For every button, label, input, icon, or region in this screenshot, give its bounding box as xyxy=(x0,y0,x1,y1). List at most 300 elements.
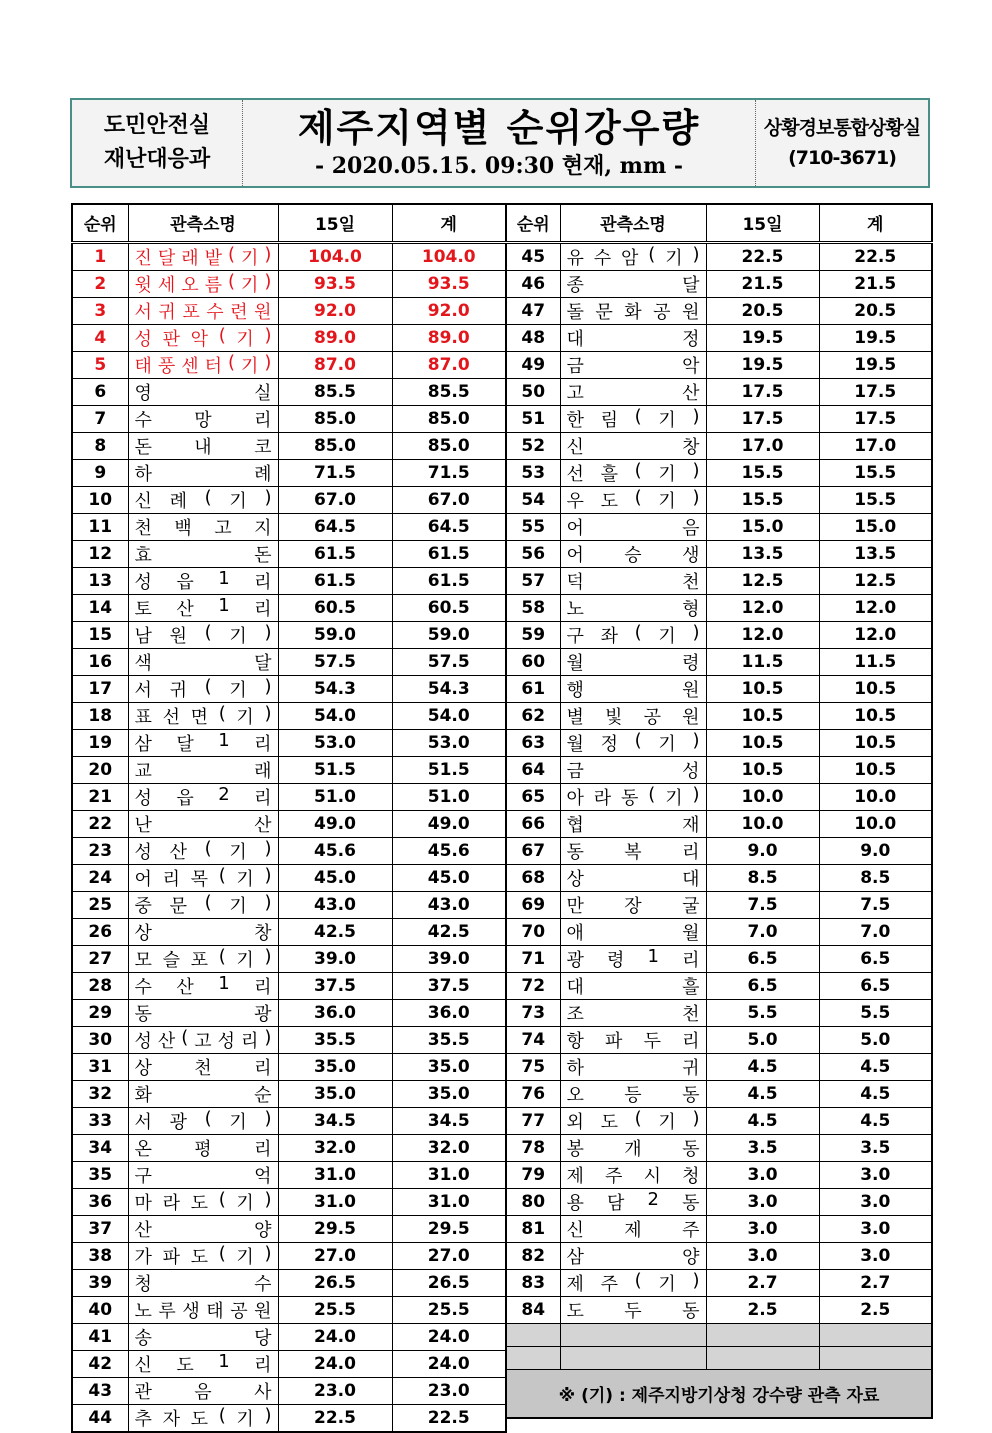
contact-phone: (710-3671) xyxy=(788,147,896,169)
day-rainfall-cell: 54.0 xyxy=(278,702,392,729)
station-name-cell: 신 제 주 xyxy=(560,1215,706,1242)
day-rainfall-cell: 7.5 xyxy=(706,891,819,918)
rank-cell: 7 xyxy=(72,405,128,432)
day-rainfall-cell: 43.0 xyxy=(278,891,392,918)
rank-cell: 84 xyxy=(506,1296,560,1323)
station-name-cell: 구 좌 ( 기 ) xyxy=(560,621,706,648)
table-row xyxy=(72,1215,506,1242)
station-name-cell: 동 복 리 xyxy=(560,837,706,864)
table-row xyxy=(72,864,506,891)
total-rainfall-cell: 42.5 xyxy=(392,918,506,945)
total-rainfall-cell: 85.0 xyxy=(392,432,506,459)
day-rainfall-cell: 22.5 xyxy=(706,242,819,270)
total-rainfall-cell: 12.5 xyxy=(819,567,932,594)
day-rainfall-cell: 21.5 xyxy=(706,270,819,297)
rank-cell: 51 xyxy=(506,405,560,432)
rank-cell: 78 xyxy=(506,1134,560,1161)
rank-cell: 6 xyxy=(72,378,128,405)
station-name-cell: 동 광 xyxy=(128,999,278,1026)
rank-cell: 9 xyxy=(72,459,128,486)
total-rainfall-cell: 92.0 xyxy=(392,297,506,324)
empty-cell xyxy=(560,1346,706,1369)
day-rainfall-cell: 15.5 xyxy=(706,459,819,486)
rank-cell: 57 xyxy=(506,567,560,594)
total-rainfall-cell: 31.0 xyxy=(392,1161,506,1188)
day-rainfall-cell: 12.5 xyxy=(706,567,819,594)
total-rainfall-cell: 32.0 xyxy=(392,1134,506,1161)
station-name-cell: 서 귀 포 수 련 원 xyxy=(128,297,278,324)
day-rainfall-cell: 4.5 xyxy=(706,1080,819,1107)
day-rainfall-cell: 25.5 xyxy=(278,1296,392,1323)
rank-cell: 41 xyxy=(72,1323,128,1350)
station-name-cell: 윗 세 오 름 ( 기 ) xyxy=(128,270,278,297)
day-rainfall-cell: 59.0 xyxy=(278,621,392,648)
table-row xyxy=(72,432,506,459)
rank-cell: 55 xyxy=(506,513,560,540)
rank-cell: 4 xyxy=(72,324,128,351)
day-rainfall-cell: 36.0 xyxy=(278,999,392,1026)
col-station-header: 관측소명 xyxy=(128,204,278,242)
station-name-cell: 어 승 생 xyxy=(560,540,706,567)
rank-cell: 82 xyxy=(506,1242,560,1269)
station-name-cell: 성 산 ( 고 성 리 ) xyxy=(128,1026,278,1053)
rank-cell: 44 xyxy=(72,1404,128,1432)
table-row xyxy=(72,270,506,297)
total-rainfall-cell: 4.5 xyxy=(819,1107,932,1134)
table-row xyxy=(72,918,506,945)
station-name-cell: 금 성 xyxy=(560,756,706,783)
table-row xyxy=(506,270,932,297)
rank-cell: 65 xyxy=(506,783,560,810)
total-rainfall-cell: 4.5 xyxy=(819,1053,932,1080)
station-name-cell: 행 원 xyxy=(560,675,706,702)
rank-cell: 23 xyxy=(72,837,128,864)
station-name-cell: 대 흘 xyxy=(560,972,706,999)
rank-cell: 16 xyxy=(72,648,128,675)
total-rainfall-cell: 7.5 xyxy=(819,891,932,918)
table-row xyxy=(506,648,932,675)
total-rainfall-cell: 93.5 xyxy=(392,270,506,297)
rank-cell: 28 xyxy=(72,972,128,999)
table-row xyxy=(506,459,932,486)
day-rainfall-cell: 27.0 xyxy=(278,1242,392,1269)
station-name-cell: 영 실 xyxy=(128,378,278,405)
rank-cell: 13 xyxy=(72,567,128,594)
station-name-cell: 삼 양 xyxy=(560,1242,706,1269)
station-name-cell: 상 대 xyxy=(560,864,706,891)
table-row xyxy=(72,594,506,621)
day-rainfall-cell: 26.5 xyxy=(278,1269,392,1296)
table-row xyxy=(72,1377,506,1404)
table-row xyxy=(72,378,506,405)
day-rainfall-cell: 11.5 xyxy=(706,648,819,675)
contact-office: 상황경보통합상황실 xyxy=(763,117,921,139)
total-rainfall-cell: 51.0 xyxy=(392,783,506,810)
col-rank-header: 순위 xyxy=(506,204,560,242)
station-name-cell: 청 수 xyxy=(128,1269,278,1296)
station-name-cell: 도 두 동 xyxy=(560,1296,706,1323)
table-row xyxy=(72,405,506,432)
total-rainfall-cell: 60.5 xyxy=(392,594,506,621)
total-rainfall-cell: 57.5 xyxy=(392,648,506,675)
station-name-cell: 색 달 xyxy=(128,648,278,675)
station-name-cell: 천 백 고 지 xyxy=(128,513,278,540)
total-rainfall-cell: 3.5 xyxy=(819,1134,932,1161)
rank-cell: 32 xyxy=(72,1080,128,1107)
rank-cell: 80 xyxy=(506,1188,560,1215)
rank-cell: 36 xyxy=(72,1188,128,1215)
rainfall-table-right xyxy=(505,203,933,1419)
day-rainfall-cell: 15.0 xyxy=(706,513,819,540)
station-name-cell: 서 귀 ( 기 ) xyxy=(128,675,278,702)
col-total-header: 계 xyxy=(819,204,932,242)
rank-cell: 30 xyxy=(72,1026,128,1053)
day-rainfall-cell: 35.0 xyxy=(278,1080,392,1107)
empty-cell xyxy=(819,1323,932,1346)
day-rainfall-cell: 5.0 xyxy=(706,1026,819,1053)
station-name-cell: 진 달 래 밭 ( 기 ) xyxy=(128,242,278,270)
station-name-cell: 외 도 ( 기 ) xyxy=(560,1107,706,1134)
rank-cell: 39 xyxy=(72,1269,128,1296)
station-name-cell: 어 음 xyxy=(560,513,706,540)
station-name-cell: 하 귀 xyxy=(560,1053,706,1080)
day-rainfall-cell: 10.5 xyxy=(706,702,819,729)
station-name-cell: 월 령 xyxy=(560,648,706,675)
source-note: ※ (기) : 제주지방기상청 강수량 관측 자료 xyxy=(506,1370,932,1418)
day-rainfall-cell: 49.0 xyxy=(278,810,392,837)
station-name-cell: 산 양 xyxy=(128,1215,278,1242)
rank-cell: 83 xyxy=(506,1269,560,1296)
day-rainfall-cell: 35.5 xyxy=(278,1026,392,1053)
page-title: 제주지역별 순위강우량 xyxy=(297,106,701,150)
empty-cell xyxy=(506,1323,560,1346)
total-rainfall-cell: 24.0 xyxy=(392,1350,506,1377)
total-rainfall-cell: 29.5 xyxy=(392,1215,506,1242)
empty-cell xyxy=(819,1346,932,1369)
total-rainfall-cell: 64.5 xyxy=(392,513,506,540)
table-row xyxy=(72,486,506,513)
day-rainfall-cell: 31.0 xyxy=(278,1188,392,1215)
day-rainfall-cell: 60.5 xyxy=(278,594,392,621)
total-rainfall-cell: 35.5 xyxy=(392,1026,506,1053)
day-rainfall-cell: 29.5 xyxy=(278,1215,392,1242)
rank-cell: 63 xyxy=(506,729,560,756)
station-name-cell: 돌 문 화 공 원 xyxy=(560,297,706,324)
table-row xyxy=(72,783,506,810)
day-rainfall-cell: 34.5 xyxy=(278,1107,392,1134)
total-rainfall-cell: 89.0 xyxy=(392,324,506,351)
total-rainfall-cell: 23.0 xyxy=(392,1377,506,1404)
total-rainfall-cell: 34.5 xyxy=(392,1107,506,1134)
table-row xyxy=(506,351,932,378)
table-row xyxy=(506,1080,932,1107)
day-rainfall-cell: 93.5 xyxy=(278,270,392,297)
day-rainfall-cell: 6.5 xyxy=(706,972,819,999)
table-row xyxy=(72,972,506,999)
day-rainfall-cell: 19.5 xyxy=(706,351,819,378)
station-name-cell: 송 당 xyxy=(128,1323,278,1350)
table-row xyxy=(506,513,932,540)
rank-cell: 33 xyxy=(72,1107,128,1134)
col-total-header: 계 xyxy=(392,204,506,242)
day-rainfall-cell: 87.0 xyxy=(278,351,392,378)
station-name-cell: 신 도 1 리 xyxy=(128,1350,278,1377)
table-row xyxy=(72,1269,506,1296)
total-rainfall-cell: 13.5 xyxy=(819,540,932,567)
total-rainfall-cell: 17.5 xyxy=(819,378,932,405)
total-rainfall-cell: 35.0 xyxy=(392,1080,506,1107)
day-rainfall-cell: 61.5 xyxy=(278,540,392,567)
rank-cell: 74 xyxy=(506,1026,560,1053)
rank-cell: 61 xyxy=(506,675,560,702)
station-name-cell: 대 정 xyxy=(560,324,706,351)
table-row xyxy=(72,648,506,675)
empty-cell xyxy=(706,1346,819,1369)
rank-cell: 68 xyxy=(506,864,560,891)
total-rainfall-cell: 8.5 xyxy=(819,864,932,891)
total-rainfall-cell: 67.0 xyxy=(392,486,506,513)
table-row xyxy=(72,1161,506,1188)
day-rainfall-cell: 64.5 xyxy=(278,513,392,540)
day-rainfall-cell: 10.5 xyxy=(706,729,819,756)
station-name-cell: 중 문 ( 기 ) xyxy=(128,891,278,918)
day-rainfall-cell: 12.0 xyxy=(706,621,819,648)
table-row xyxy=(506,567,932,594)
day-rainfall-cell: 39.0 xyxy=(278,945,392,972)
total-rainfall-cell: 10.5 xyxy=(819,675,932,702)
table-row xyxy=(506,891,932,918)
table-row xyxy=(72,1053,506,1080)
rank-cell: 52 xyxy=(506,432,560,459)
day-rainfall-cell: 13.5 xyxy=(706,540,819,567)
day-rainfall-cell: 32.0 xyxy=(278,1134,392,1161)
day-rainfall-cell: 53.0 xyxy=(278,729,392,756)
report-header xyxy=(70,98,930,188)
rank-cell: 50 xyxy=(506,378,560,405)
table-row xyxy=(72,1404,506,1432)
empty-row xyxy=(506,1323,932,1346)
table-row xyxy=(506,837,932,864)
table-row xyxy=(506,1161,932,1188)
table-row xyxy=(506,864,932,891)
day-rainfall-cell: 3.0 xyxy=(706,1215,819,1242)
col-station-header: 관측소명 xyxy=(560,204,706,242)
empty-cell xyxy=(560,1323,706,1346)
station-name-cell: 오 등 동 xyxy=(560,1080,706,1107)
rank-cell: 31 xyxy=(72,1053,128,1080)
total-rainfall-cell: 4.5 xyxy=(819,1080,932,1107)
day-rainfall-cell: 85.0 xyxy=(278,432,392,459)
total-rainfall-cell: 26.5 xyxy=(392,1269,506,1296)
station-name-cell: 구 억 xyxy=(128,1161,278,1188)
station-name-cell: 삼 달 1 리 xyxy=(128,729,278,756)
station-name-cell: 화 순 xyxy=(128,1080,278,1107)
day-rainfall-cell: 23.0 xyxy=(278,1377,392,1404)
station-name-cell: 아 라 동 ( 기 ) xyxy=(560,783,706,810)
day-rainfall-cell: 22.5 xyxy=(278,1404,392,1432)
table-row xyxy=(72,459,506,486)
station-name-cell: 성 판 악 ( 기 ) xyxy=(128,324,278,351)
station-name-cell: 하 례 xyxy=(128,459,278,486)
total-rainfall-cell: 6.5 xyxy=(819,945,932,972)
station-name-cell: 추 자 도 ( 기 ) xyxy=(128,1404,278,1432)
total-rainfall-cell: 6.5 xyxy=(819,972,932,999)
rank-cell: 19 xyxy=(72,729,128,756)
station-name-cell: 성 읍 1 리 xyxy=(128,567,278,594)
table-row xyxy=(506,918,932,945)
table-row xyxy=(506,756,932,783)
table-row xyxy=(506,540,932,567)
table-row xyxy=(72,1080,506,1107)
title-block xyxy=(243,100,755,186)
rank-cell: 25 xyxy=(72,891,128,918)
table-row xyxy=(72,1107,506,1134)
total-rainfall-cell: 2.7 xyxy=(819,1269,932,1296)
rank-cell: 47 xyxy=(506,297,560,324)
rank-cell: 72 xyxy=(506,972,560,999)
station-name-cell: 금 악 xyxy=(560,351,706,378)
table-row xyxy=(506,486,932,513)
total-rainfall-cell: 43.0 xyxy=(392,891,506,918)
table-row xyxy=(72,837,506,864)
total-rainfall-cell: 11.5 xyxy=(819,648,932,675)
station-name-cell: 표 선 면 ( 기 ) xyxy=(128,702,278,729)
day-rainfall-cell: 2.7 xyxy=(706,1269,819,1296)
table-row xyxy=(72,567,506,594)
table-row xyxy=(72,242,506,270)
total-rainfall-cell: 21.5 xyxy=(819,270,932,297)
station-name-cell: 상 천 리 xyxy=(128,1053,278,1080)
day-rainfall-cell: 10.0 xyxy=(706,783,819,810)
day-rainfall-cell: 17.0 xyxy=(706,432,819,459)
station-name-cell: 토 산 1 리 xyxy=(128,594,278,621)
station-name-cell: 제 주 시 청 xyxy=(560,1161,706,1188)
station-name-cell: 가 파 도 ( 기 ) xyxy=(128,1242,278,1269)
rank-cell: 15 xyxy=(72,621,128,648)
rank-cell: 20 xyxy=(72,756,128,783)
rank-cell: 3 xyxy=(72,297,128,324)
day-rainfall-cell: 2.5 xyxy=(706,1296,819,1323)
rank-cell: 54 xyxy=(506,486,560,513)
rainfall-table-left xyxy=(71,203,507,1433)
total-rainfall-cell: 12.0 xyxy=(819,621,932,648)
day-rainfall-cell: 61.5 xyxy=(278,567,392,594)
day-rainfall-cell: 24.0 xyxy=(278,1350,392,1377)
station-name-cell: 서 광 ( 기 ) xyxy=(128,1107,278,1134)
station-name-cell: 제 주 ( 기 ) xyxy=(560,1269,706,1296)
day-rainfall-cell: 10.5 xyxy=(706,675,819,702)
table-row xyxy=(72,1242,506,1269)
department-line2: 재난대응과 xyxy=(103,147,211,172)
station-name-cell: 조 천 xyxy=(560,999,706,1026)
station-name-cell: 태 풍 센 터 ( 기 ) xyxy=(128,351,278,378)
total-rainfall-cell: 3.0 xyxy=(819,1242,932,1269)
department-block xyxy=(72,100,243,186)
empty-cell xyxy=(506,1346,560,1369)
station-name-cell: 난 산 xyxy=(128,810,278,837)
total-rainfall-cell: 31.0 xyxy=(392,1188,506,1215)
rank-cell: 10 xyxy=(72,486,128,513)
table-row xyxy=(72,1134,506,1161)
rank-cell: 12 xyxy=(72,540,128,567)
rank-cell: 71 xyxy=(506,945,560,972)
station-name-cell: 성 산 ( 기 ) xyxy=(128,837,278,864)
station-name-cell: 고 산 xyxy=(560,378,706,405)
table-row xyxy=(72,810,506,837)
station-name-cell: 성 읍 2 리 xyxy=(128,783,278,810)
rank-cell: 42 xyxy=(72,1350,128,1377)
total-rainfall-cell: 61.5 xyxy=(392,567,506,594)
total-rainfall-cell: 7.0 xyxy=(819,918,932,945)
table-row xyxy=(506,1188,932,1215)
station-name-cell: 남 원 ( 기 ) xyxy=(128,621,278,648)
day-rainfall-cell: 42.5 xyxy=(278,918,392,945)
page-subtitle: - 2020.05.15. 09:30 현재, mm - xyxy=(314,153,684,179)
station-name-cell: 노 형 xyxy=(560,594,706,621)
department-line1: 도민안전실 xyxy=(103,113,211,138)
day-rainfall-cell: 45.6 xyxy=(278,837,392,864)
total-rainfall-cell: 17.5 xyxy=(819,405,932,432)
station-name-cell: 교 래 xyxy=(128,756,278,783)
table-row xyxy=(72,1350,506,1377)
station-name-cell: 모 슬 포 ( 기 ) xyxy=(128,945,278,972)
day-rainfall-cell: 4.5 xyxy=(706,1107,819,1134)
rank-cell: 8 xyxy=(72,432,128,459)
rank-cell: 62 xyxy=(506,702,560,729)
total-rainfall-cell: 35.0 xyxy=(392,1053,506,1080)
total-rainfall-cell: 15.0 xyxy=(819,513,932,540)
station-name-cell: 상 창 xyxy=(128,918,278,945)
day-rainfall-cell: 71.5 xyxy=(278,459,392,486)
station-name-cell: 돈 내 코 xyxy=(128,432,278,459)
rank-cell: 43 xyxy=(72,1377,128,1404)
total-rainfall-cell: 5.5 xyxy=(819,999,932,1026)
rank-cell: 76 xyxy=(506,1080,560,1107)
table-row xyxy=(72,1323,506,1350)
table-row xyxy=(506,810,932,837)
table-row xyxy=(72,756,506,783)
note-row xyxy=(506,1370,932,1418)
day-rainfall-cell: 92.0 xyxy=(278,297,392,324)
station-name-cell: 수 산 1 리 xyxy=(128,972,278,999)
total-rainfall-cell: 19.5 xyxy=(819,351,932,378)
rank-cell: 67 xyxy=(506,837,560,864)
rank-cell: 58 xyxy=(506,594,560,621)
table-row xyxy=(72,351,506,378)
table-row xyxy=(72,1188,506,1215)
station-name-cell: 온 평 리 xyxy=(128,1134,278,1161)
rank-cell: 24 xyxy=(72,864,128,891)
rank-cell: 73 xyxy=(506,999,560,1026)
rank-cell: 81 xyxy=(506,1215,560,1242)
day-rainfall-cell: 24.0 xyxy=(278,1323,392,1350)
table-header-row xyxy=(506,204,932,242)
total-rainfall-cell: 3.0 xyxy=(819,1188,932,1215)
total-rainfall-cell: 10.5 xyxy=(819,702,932,729)
table-row xyxy=(506,432,932,459)
rank-cell: 38 xyxy=(72,1242,128,1269)
table-row xyxy=(506,1269,932,1296)
station-name-cell: 수 망 리 xyxy=(128,405,278,432)
rank-cell: 26 xyxy=(72,918,128,945)
total-rainfall-cell: 104.0 xyxy=(392,242,506,270)
table-row xyxy=(506,1242,932,1269)
table-row xyxy=(506,297,932,324)
day-rainfall-cell: 10.5 xyxy=(706,756,819,783)
total-rainfall-cell: 12.0 xyxy=(819,594,932,621)
total-rainfall-cell: 19.5 xyxy=(819,324,932,351)
table-row xyxy=(72,945,506,972)
